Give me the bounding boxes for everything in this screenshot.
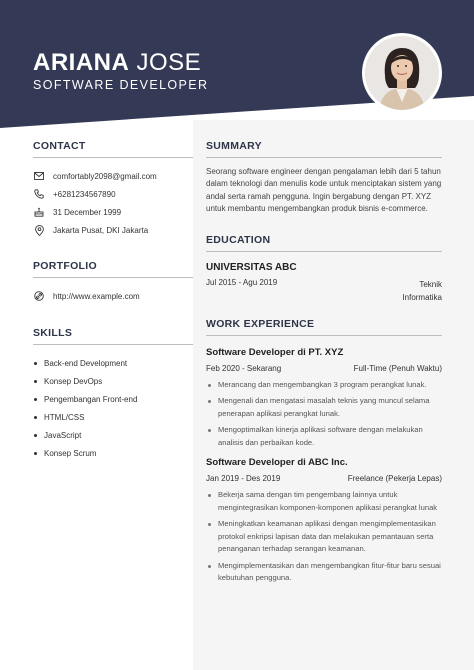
link-icon	[33, 290, 45, 302]
skill-label: HTML/CSS	[44, 412, 85, 422]
contact-phone	[33, 185, 193, 203]
last-name: JOSE	[136, 49, 202, 76]
job-bullet-text: Mengimplementasikan dan mengembangkan fitur-fitur baru sesuai kebutuhan pengguna.	[218, 560, 441, 583]
profile-photo	[365, 36, 439, 110]
bullet-dot	[208, 494, 211, 497]
skill-label: Konsep Scrum	[44, 448, 97, 458]
job-bullet-text: Meningkatkan keamanan aplikasi dengan mengimplementasikan protokol enkripsi lapisan data dan melakukan pemantauan serta penanganan terhadap serangan keamanan.	[218, 519, 436, 554]
skill-item	[33, 444, 193, 462]
job-entry-type: Full-Time (Penuh Waktu)	[353, 363, 442, 373]
education-field-line1: Teknik	[419, 279, 442, 289]
job-entry	[206, 457, 442, 585]
education-field-line2: Informatika	[402, 292, 442, 302]
job-entry-meta	[206, 364, 442, 373]
job-entry-title: Software Developer di PT. XYZ	[206, 346, 344, 358]
summary-heading: SUMMARY	[206, 140, 262, 152]
phone-icon	[33, 188, 45, 200]
bullet-dot	[34, 362, 37, 365]
left-column	[33, 140, 193, 462]
job-entry	[206, 347, 442, 450]
bullet-dot	[34, 452, 37, 455]
location-pin-icon	[33, 224, 45, 236]
job-entry-meta	[206, 474, 442, 483]
skills-divider	[33, 344, 193, 345]
job-entry-title: Software Developer di ABC Inc.	[206, 457, 348, 469]
contact-divider	[33, 157, 193, 158]
bullet-dot	[34, 398, 37, 401]
contact-birthday	[33, 203, 193, 221]
avatar	[362, 33, 442, 113]
job-entry-type: Freelance (Pekerja Lepas)	[347, 474, 442, 484]
skill-label: Back-end Development	[44, 358, 128, 368]
contact-email-text: comfortably2098@gmail.com	[53, 171, 157, 181]
right-column	[206, 140, 442, 589]
job-bullet-text: Mengoptimalkan kinerja aplikasi software dengan melakukan analisis dan perbaikan kode.	[218, 425, 423, 447]
summary-divider	[206, 157, 442, 158]
education-heading: EDUCATION	[206, 233, 271, 246]
bullet-dot	[208, 400, 211, 403]
skill-item	[33, 426, 193, 444]
experience-divider	[206, 335, 442, 336]
skill-label: Konsep DevOps	[44, 376, 103, 386]
experience-heading: WORK EXPERIENCE	[206, 317, 315, 330]
skill-item	[33, 408, 193, 426]
mail-icon	[33, 170, 45, 182]
job-bullet	[206, 395, 442, 420]
education-dates: Jul 2015 - Agu 2019	[206, 277, 278, 287]
skill-label: JavaScript	[44, 430, 82, 440]
job-bullet	[206, 560, 442, 585]
job-bullet	[206, 489, 442, 514]
candidate-name	[33, 50, 201, 76]
bullet-dot	[208, 384, 211, 387]
contact-heading: CONTACT	[33, 140, 86, 152]
job-entry-bullets	[206, 379, 442, 450]
bullet-dot	[34, 434, 37, 437]
job-bullet-text: Mengenali dan mengatasi masalah teknis yang muncul selama penerapan aplikasi perangkat lunak.	[218, 396, 430, 418]
skill-label: Pengembangan Front-end	[44, 394, 138, 404]
bullet-dot	[34, 416, 37, 419]
contact-phone-text: +6281234567890	[53, 189, 116, 199]
education-school: UNIVERSITAS ABC	[206, 261, 297, 273]
portfolio-divider	[33, 277, 193, 278]
skill-item	[33, 354, 193, 372]
portfolio-link-text[interactable]: http://www.example.com	[53, 291, 140, 301]
bullet-dot	[208, 523, 211, 526]
bullet-dot	[208, 565, 211, 568]
portfolio-heading: PORTFOLIO	[33, 260, 97, 272]
first-name: ARIANA	[33, 49, 130, 76]
education-details	[206, 278, 442, 304]
skills-heading: SKILLS	[33, 327, 73, 339]
job-bullet	[206, 379, 442, 392]
job-entry-dates: Feb 2020 - Sekarang	[206, 363, 282, 373]
skill-item	[33, 372, 193, 390]
job-entry-bullets	[206, 489, 442, 585]
job-bullet-text: Merancang dan mengembangkan 3 program perangkat lunak.	[218, 379, 427, 389]
skill-item	[33, 390, 193, 408]
job-entry-dates: Jan 2019 - Des 2019	[206, 474, 281, 484]
portfolio-link[interactable]	[33, 287, 193, 305]
job-title: SOFTWARE DEVELOPER	[33, 78, 209, 92]
summary-text: Seorang software engineer dengan pengalaman lebih dari 5 tahun dalam teknologi dan menulis kode untuk menciptakan sistem yang andal serta ramah pengguna. Ingin bergabung dengan PT. XYZ untuk membantu mengembangkan produk bisnis e-commerce.	[206, 167, 442, 214]
contact-birthday-text: 31 December 1999	[53, 207, 122, 217]
contact-location	[33, 221, 193, 239]
job-bullet	[206, 424, 442, 449]
education-field	[402, 278, 442, 304]
cake-icon	[33, 206, 45, 218]
contact-email	[33, 167, 193, 185]
bullet-dot	[34, 380, 37, 383]
job-bullet-text: Bekerja sama dengan tim pengembang lainnya untuk mengintegrasikan komponen-komponen aplikasi perangkat lunak	[218, 490, 438, 512]
education-divider	[206, 251, 442, 252]
bullet-dot	[208, 429, 211, 432]
job-bullet	[206, 518, 442, 556]
contact-location-text: Jakarta Pusat, DKI Jakarta	[53, 225, 149, 235]
